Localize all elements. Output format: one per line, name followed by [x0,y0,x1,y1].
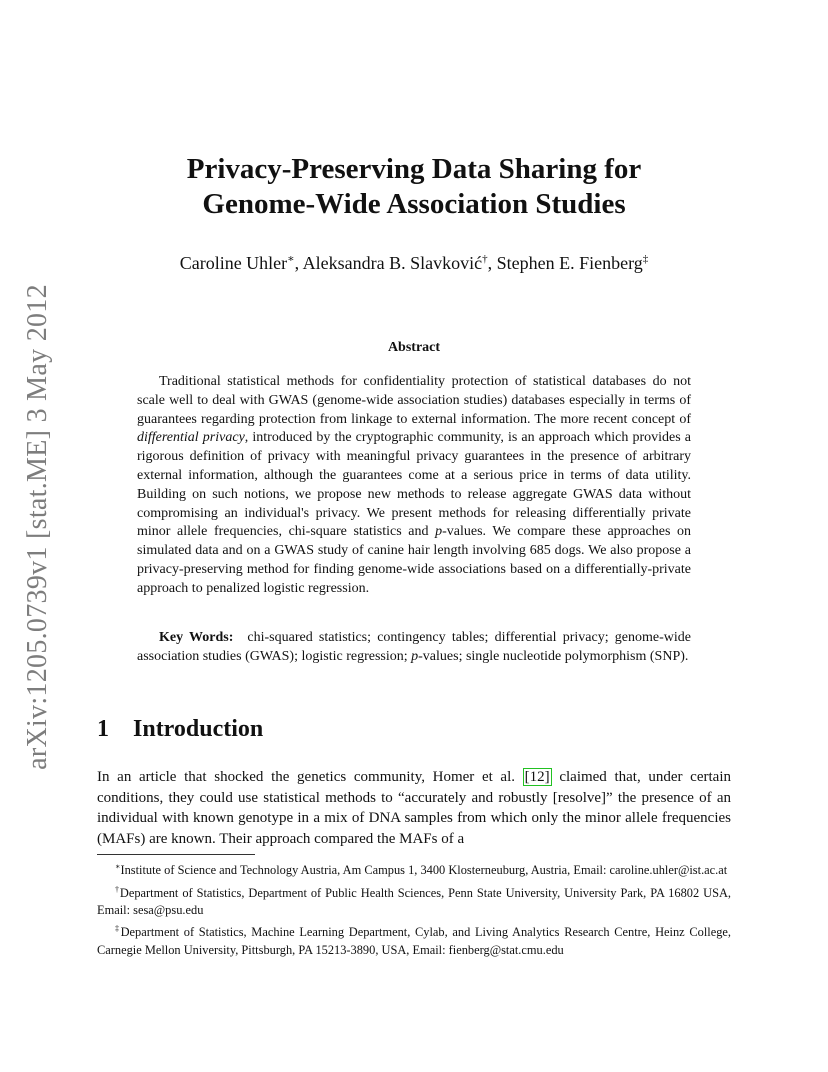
footnote-divider [97,854,255,855]
author-name: Stephen E. Fienberg [496,253,643,273]
paper-title [0,152,828,222]
footnote-mark: ‡ [115,924,121,934]
footnote-text: Department of Statistics, Department of Public Health Sciences, Penn State University, University Park, PA 16802 USA, Email: sesa@psu.edu [97,885,732,918]
abstract-text-part: -values. We compare these approaches on simulated data and on a GWAS study of canine hair length involving 685 dogs. We also propose a privacy-preserving method for finding genome-wide associations based on a differentially-private approach to penalized logistic regression. [137,524,692,596]
abstract-text-part: Traditional statistical methods for confidentiality protection of statistical databases do not scale well to deal with GWAS (genome-wide association studies) databases especially in terms of guarantees regarding protection from linkage to external information. The more recent concept of [137,374,691,427]
introduction-paragraph [97,767,731,849]
keywords-label: Key Words: [159,630,234,645]
intro-text: claimed that, under certain conditions, they could use statistical methods to “accurately and robustly [resolve]” the presence of an individual with known genotype in a mix of DNA samples from which only the minor allele frequencies (MAFs) are known. Their approach compared the MAFs of a [97,769,731,847]
author-footnote-mark[interactable]: † [482,253,488,265]
author-name: Aleksandra B. Slavković [302,253,483,273]
author-separator: , [294,253,303,273]
abstract-text-part: , introduced by the cryptographic community, is an approach which provides a rigorous definition of privacy with meaningful privacy guarantees in the presence of arbitrary external information, although the guarantees come at a serious price in terms of data utility. Building on such notions, we propose new methods to release aggregate GWAS data without compromising an individual's privacy. We present methods for releasing differentially private minor allele frequencies, chi-square statistics and [137,430,691,540]
footnotes [97,858,731,960]
section-heading-introduction [97,716,263,743]
footnote-item [97,858,731,880]
keywords-text: -values; single nucleotide polymorphism (SNP). [418,649,689,664]
footnote-item [97,881,731,920]
author-list [0,252,828,274]
footnote-item [97,920,731,959]
title-line-1: Privacy-Preserving Data Sharing for [186,153,642,185]
title-line-2: Genome-Wide Association Studies [202,188,626,220]
p-value-italic: p [411,649,419,664]
section-number: 1 [97,716,109,742]
arxiv-identifier-stamp: arXiv:1205.0739v1 [stat.ME] 3 May 2012 [22,284,53,770]
author-footnote-mark[interactable]: ‡ [642,253,649,265]
abstract-heading: Abstract [387,340,441,355]
footnote-text: Department of Statistics, Machine Learning Department, Cylab, and Living Analytics Research Centre, Heinz College, Carnegie Mellon University, Pittsburgh, PA 15213-3890, USA, Email: fienberg@stat.cmu.edu [97,925,731,957]
footnote-text: Institute of Science and Technology Austria, Am Campus 1, 3400 Klosterneuburg, Austria, Email: caroline.uhler@ist.ac.at [120,863,728,878]
footnote-mark: ∗ [115,862,121,871]
intro-text: In an article that shocked the genetics community, Homer et al. [97,769,523,785]
section-title: Introduction [133,716,264,742]
author-name: Caroline Uhler [179,253,288,273]
citation-link[interactable]: [12] [524,769,550,785]
keywords-paragraph [137,628,691,666]
keywords-text: chi-squared statistics; contingency tables; differential privacy; genome-wide association studies (GWAS); logistic regression; [137,630,691,664]
abstract-emphasis: differential privacy [137,430,245,446]
author-separator: , [487,253,497,273]
p-value-italic: p [435,524,443,540]
abstract-text [137,373,691,599]
footnote-mark: † [115,884,120,894]
author-footnote-mark[interactable]: ∗ [287,253,295,265]
